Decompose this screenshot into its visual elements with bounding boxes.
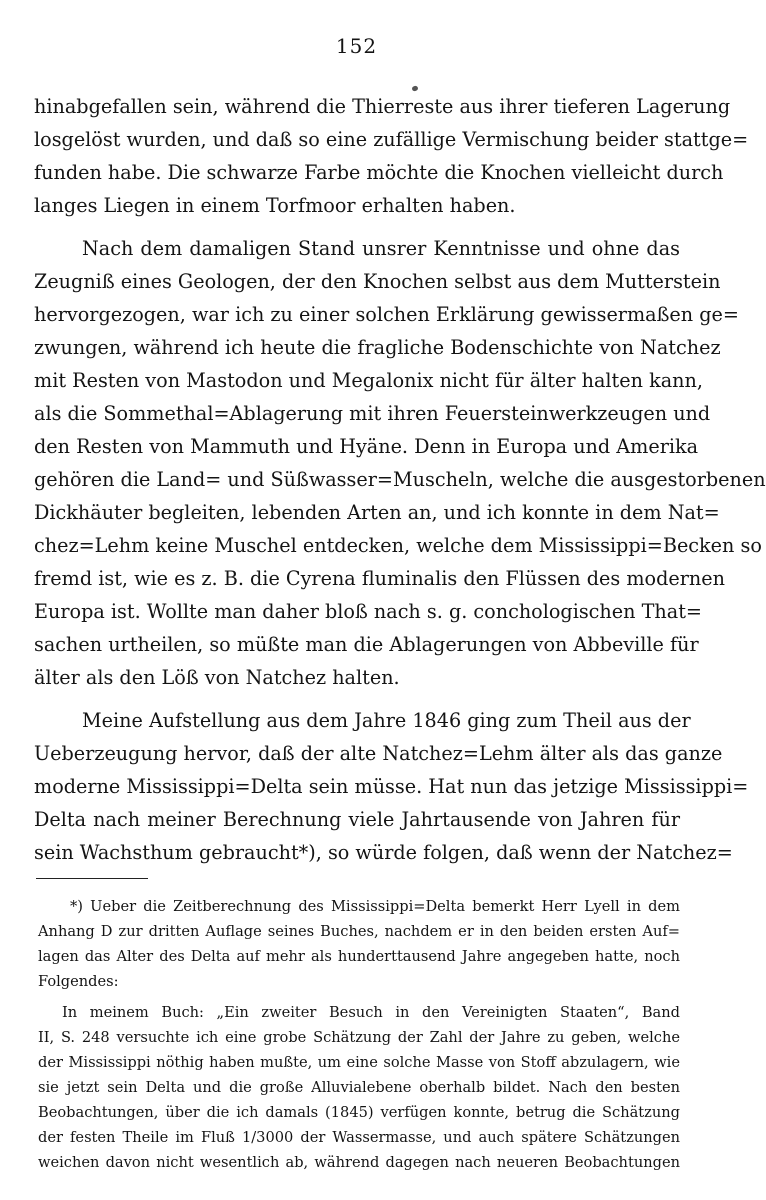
text-line: moderne Mississippi=Delta sein müsse. Hat nun das jetzige Mississippi=	[34, 775, 749, 798]
text-line: Ueberzeugung hervor, daß der alte Natchez=Lehm älter als das ganze	[34, 742, 723, 765]
footnote-line: Folgendes:	[38, 973, 119, 990]
text-line: sein Wachsthum gebraucht*), so würde folgen, daß wenn der Natchez=	[34, 841, 733, 864]
paragraph-2	[34, 232, 766, 694]
footnote-quote-line: Beobachtungen, über die ich damals (1845) verfügen konnte, betrug die Schätzung	[38, 1104, 680, 1121]
text-line: Europa ist. Wollte man daher bloß nach s. g. conchologischen That=	[34, 600, 702, 623]
text-line: funden habe. Die schwarze Farbe möchte die Knochen vielleicht durch	[34, 161, 724, 184]
main-text	[34, 90, 766, 869]
footnote-quote-line: II, S. 248 versuchte ich eine grobe Schätzung der Zahl der Jahre zu geben, welche	[38, 1029, 680, 1046]
text-line: hinabgefallen sein, während die Thierreste aus ihrer tieferen Lagerung	[34, 95, 731, 118]
text-line: Meine Aufstellung aus dem Jahre 1846 ging zum Theil aus der	[82, 709, 691, 732]
paragraph-1	[34, 90, 749, 222]
footnote-quote-line: der Mississippi nöthig haben mußte, um eine solche Masse von Stoff abzulagern, wie	[38, 1054, 680, 1071]
text-line: als die Sommethal=Ablagerung mit ihren Feuersteinwerkzeugen und	[34, 402, 711, 425]
footnote-quote-line: sie jetzt sein Delta und die große Alluvialebene oberhalb bildet. Nach den besten	[38, 1079, 680, 1096]
footnote	[38, 894, 680, 1175]
text-line: chez=Lehm keine Muschel entdecken, welche dem Mississippi=Becken so	[34, 534, 762, 557]
text-line: Nach dem damaligen Stand unsrer Kenntnisse und ohne das	[82, 237, 680, 260]
footnote-line: *) Ueber die Zeitberechnung des Mississippi=Delta bemerkt Herr Lyell in dem	[70, 898, 680, 915]
text-line: zwungen, während ich heute die fragliche Bodenschichte von Natchez	[34, 336, 721, 359]
text-line: Zeugniß eines Geologen, der den Knochen selbst aus dem Mutterstein	[34, 270, 721, 293]
footnote-line: Anhang D zur dritten Auflage seines Buches, nachdem er in den beiden ersten Auf=	[38, 923, 680, 940]
text-line: hervorgezogen, war ich zu einer solchen Erklärung gewissermaßen ge=	[34, 303, 739, 326]
page-number-text: 152	[335, 34, 378, 58]
page-number	[0, 34, 713, 58]
footnote-divider	[36, 878, 148, 879]
text-line: den Resten von Mammuth und Hyäne. Denn in Europa und Amerika	[34, 435, 699, 458]
text-line: losgelöst wurden, und daß so eine zufällige Vermischung beider stattge=	[34, 128, 749, 151]
text-line: Dickhäuter begleiten, lebenden Arten an, und ich konnte in dem Nat=	[34, 501, 720, 524]
footnote-quote-line: In meinem Buch: „Ein zweiter Besuch in den Vereinigten Staaten“, Band	[62, 1004, 680, 1021]
text-line: älter als den Löß von Natchez halten.	[34, 666, 400, 689]
footnote-quote-line: weichen davon nicht wesentlich ab, während dagegen nach neueren Beobachtungen	[38, 1154, 680, 1171]
text-line: fremd ist, wie es z. B. die Cyrena fluminalis den Flüssen des modernen	[34, 567, 725, 590]
text-line: gehören die Land= und Süßwasser=Muscheln, welche die ausgestorbenen	[34, 468, 766, 491]
text-line: sachen urtheilen, so müßte man die Ablagerungen von Abbeville für	[34, 633, 699, 656]
footnote-quote-line: der festen Theile im Fluß 1/3000 der Wassermasse, und auch spätere Schätzungen	[38, 1129, 680, 1146]
text-line: Delta nach meiner Berechnung viele Jahrtausende von Jahren für	[34, 808, 680, 831]
text-line: langes Liegen in einem Torfmoor erhalten haben.	[34, 194, 516, 217]
footnote-line: lagen das Alter des Delta auf mehr als hunderttausend Jahre angegeben hatte, noch	[38, 948, 680, 965]
text-line: mit Resten von Mastodon und Megalonix nicht für älter halten kann,	[34, 369, 703, 392]
paragraph-3	[34, 704, 749, 869]
